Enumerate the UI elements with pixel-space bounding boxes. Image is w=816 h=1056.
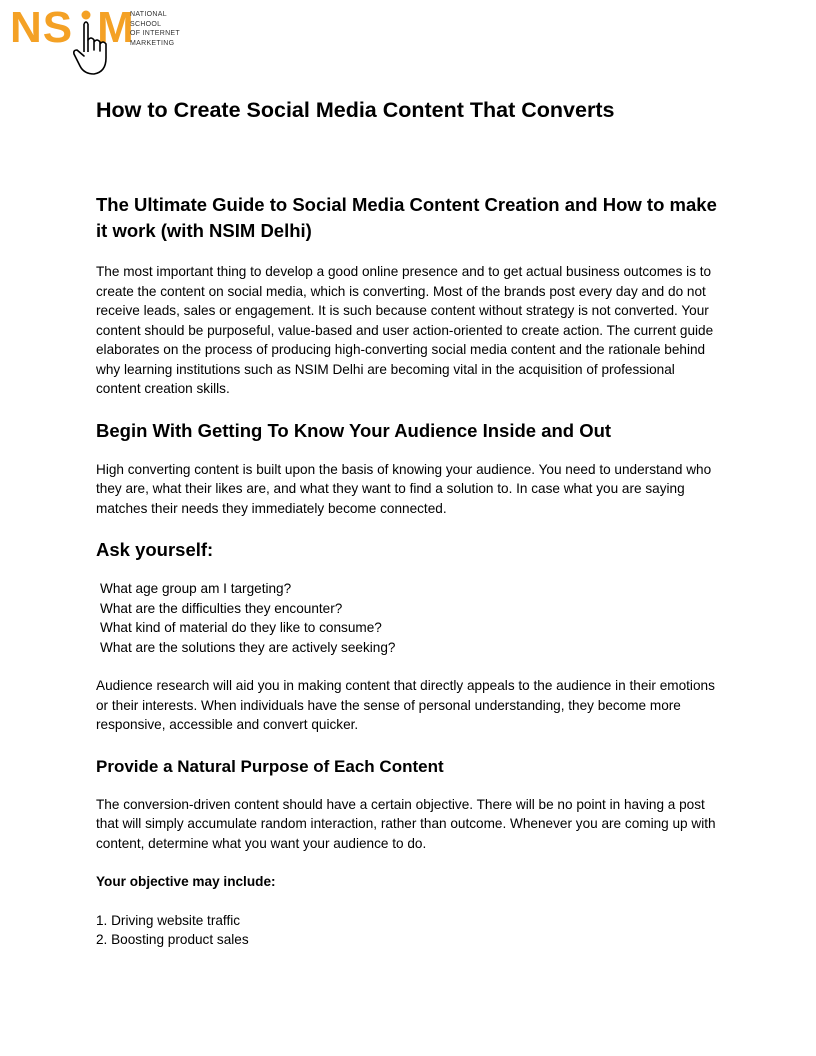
question-item: What are the solutions they are actively seeking? <box>100 639 396 655</box>
logo-letter-s: S <box>42 3 74 52</box>
logo-letter-n: N <box>10 3 43 52</box>
pointing-hand-icon <box>68 8 124 78</box>
logo-tagline-line: OF INTERNET <box>130 30 180 37</box>
page-title: How to Create Social Media Content That Converts <box>96 98 615 122</box>
purpose-heading: Provide a Natural Purpose of Each Content <box>96 756 444 776</box>
question-item: What are the difficulties they encounter? <box>100 600 343 616</box>
objective-item: 1. Driving website traffic <box>96 912 241 928</box>
logo-tagline-line: SCHOOL <box>130 20 162 28</box>
guide-paragraph: The most important thing to develop a good online presence and to get actual business outcomes is to create the content on social media, which is converting. Most of the brands post every day and do not receive leads, sales or engagement. It is such because content without strategy is not converted. Your content should be purposeful, value-based and user action-oriented to create action. The current guide elaborates on the process of producing high-converting social media content and the rationale behind why learning institutions such as NSIM Delhi are becoming vital in the acquisition of professional content creation skills. <box>96 264 714 396</box>
article <box>96 94 718 950</box>
purpose-paragraph: The conversion-driven content should have a certain objective. There will be no point in having a post that will simply accumulate random interaction, rather than outcome. Whenever you are coming up with content, determine what you want your audience to do. <box>96 796 716 851</box>
audience-paragraph: High converting content is built upon the basis of knowing your audience. You need to understand who they are, what their likes are, and what they want to find a solution to. In case what you are saying matches their needs they immediately become connected. <box>96 461 712 516</box>
question-item: What age group am I targeting? <box>100 581 292 596</box>
logo-letter-m: M <box>97 3 135 52</box>
guide-heading: The Ultimate Guide to Social Media Content Creation and How to make it work (with NSIM Delhi) <box>96 194 717 241</box>
logo-tagline <box>130 10 180 48</box>
audience-heading: Begin With Getting To Know Your Audience Inside and Out <box>96 419 612 441</box>
question-item: What kind of material do they like to consume? <box>100 620 382 635</box>
nsim-logo <box>10 3 190 76</box>
objective-label: Your objective may include: <box>96 874 276 889</box>
ask-heading: Ask yourself: <box>96 539 214 560</box>
logo-tagline-line: MARKETING <box>130 39 175 47</box>
objective-item: 2. Boosting product sales <box>96 932 249 947</box>
ask-paragraph: Audience research will aid you in making content that directly appeals to the audience in their emotions or their interests. When individuals have the sense of personal understanding, they become more responsive, accessible and convert quicker. <box>96 678 715 732</box>
logo-tagline-line: NATIONAL <box>130 11 167 18</box>
